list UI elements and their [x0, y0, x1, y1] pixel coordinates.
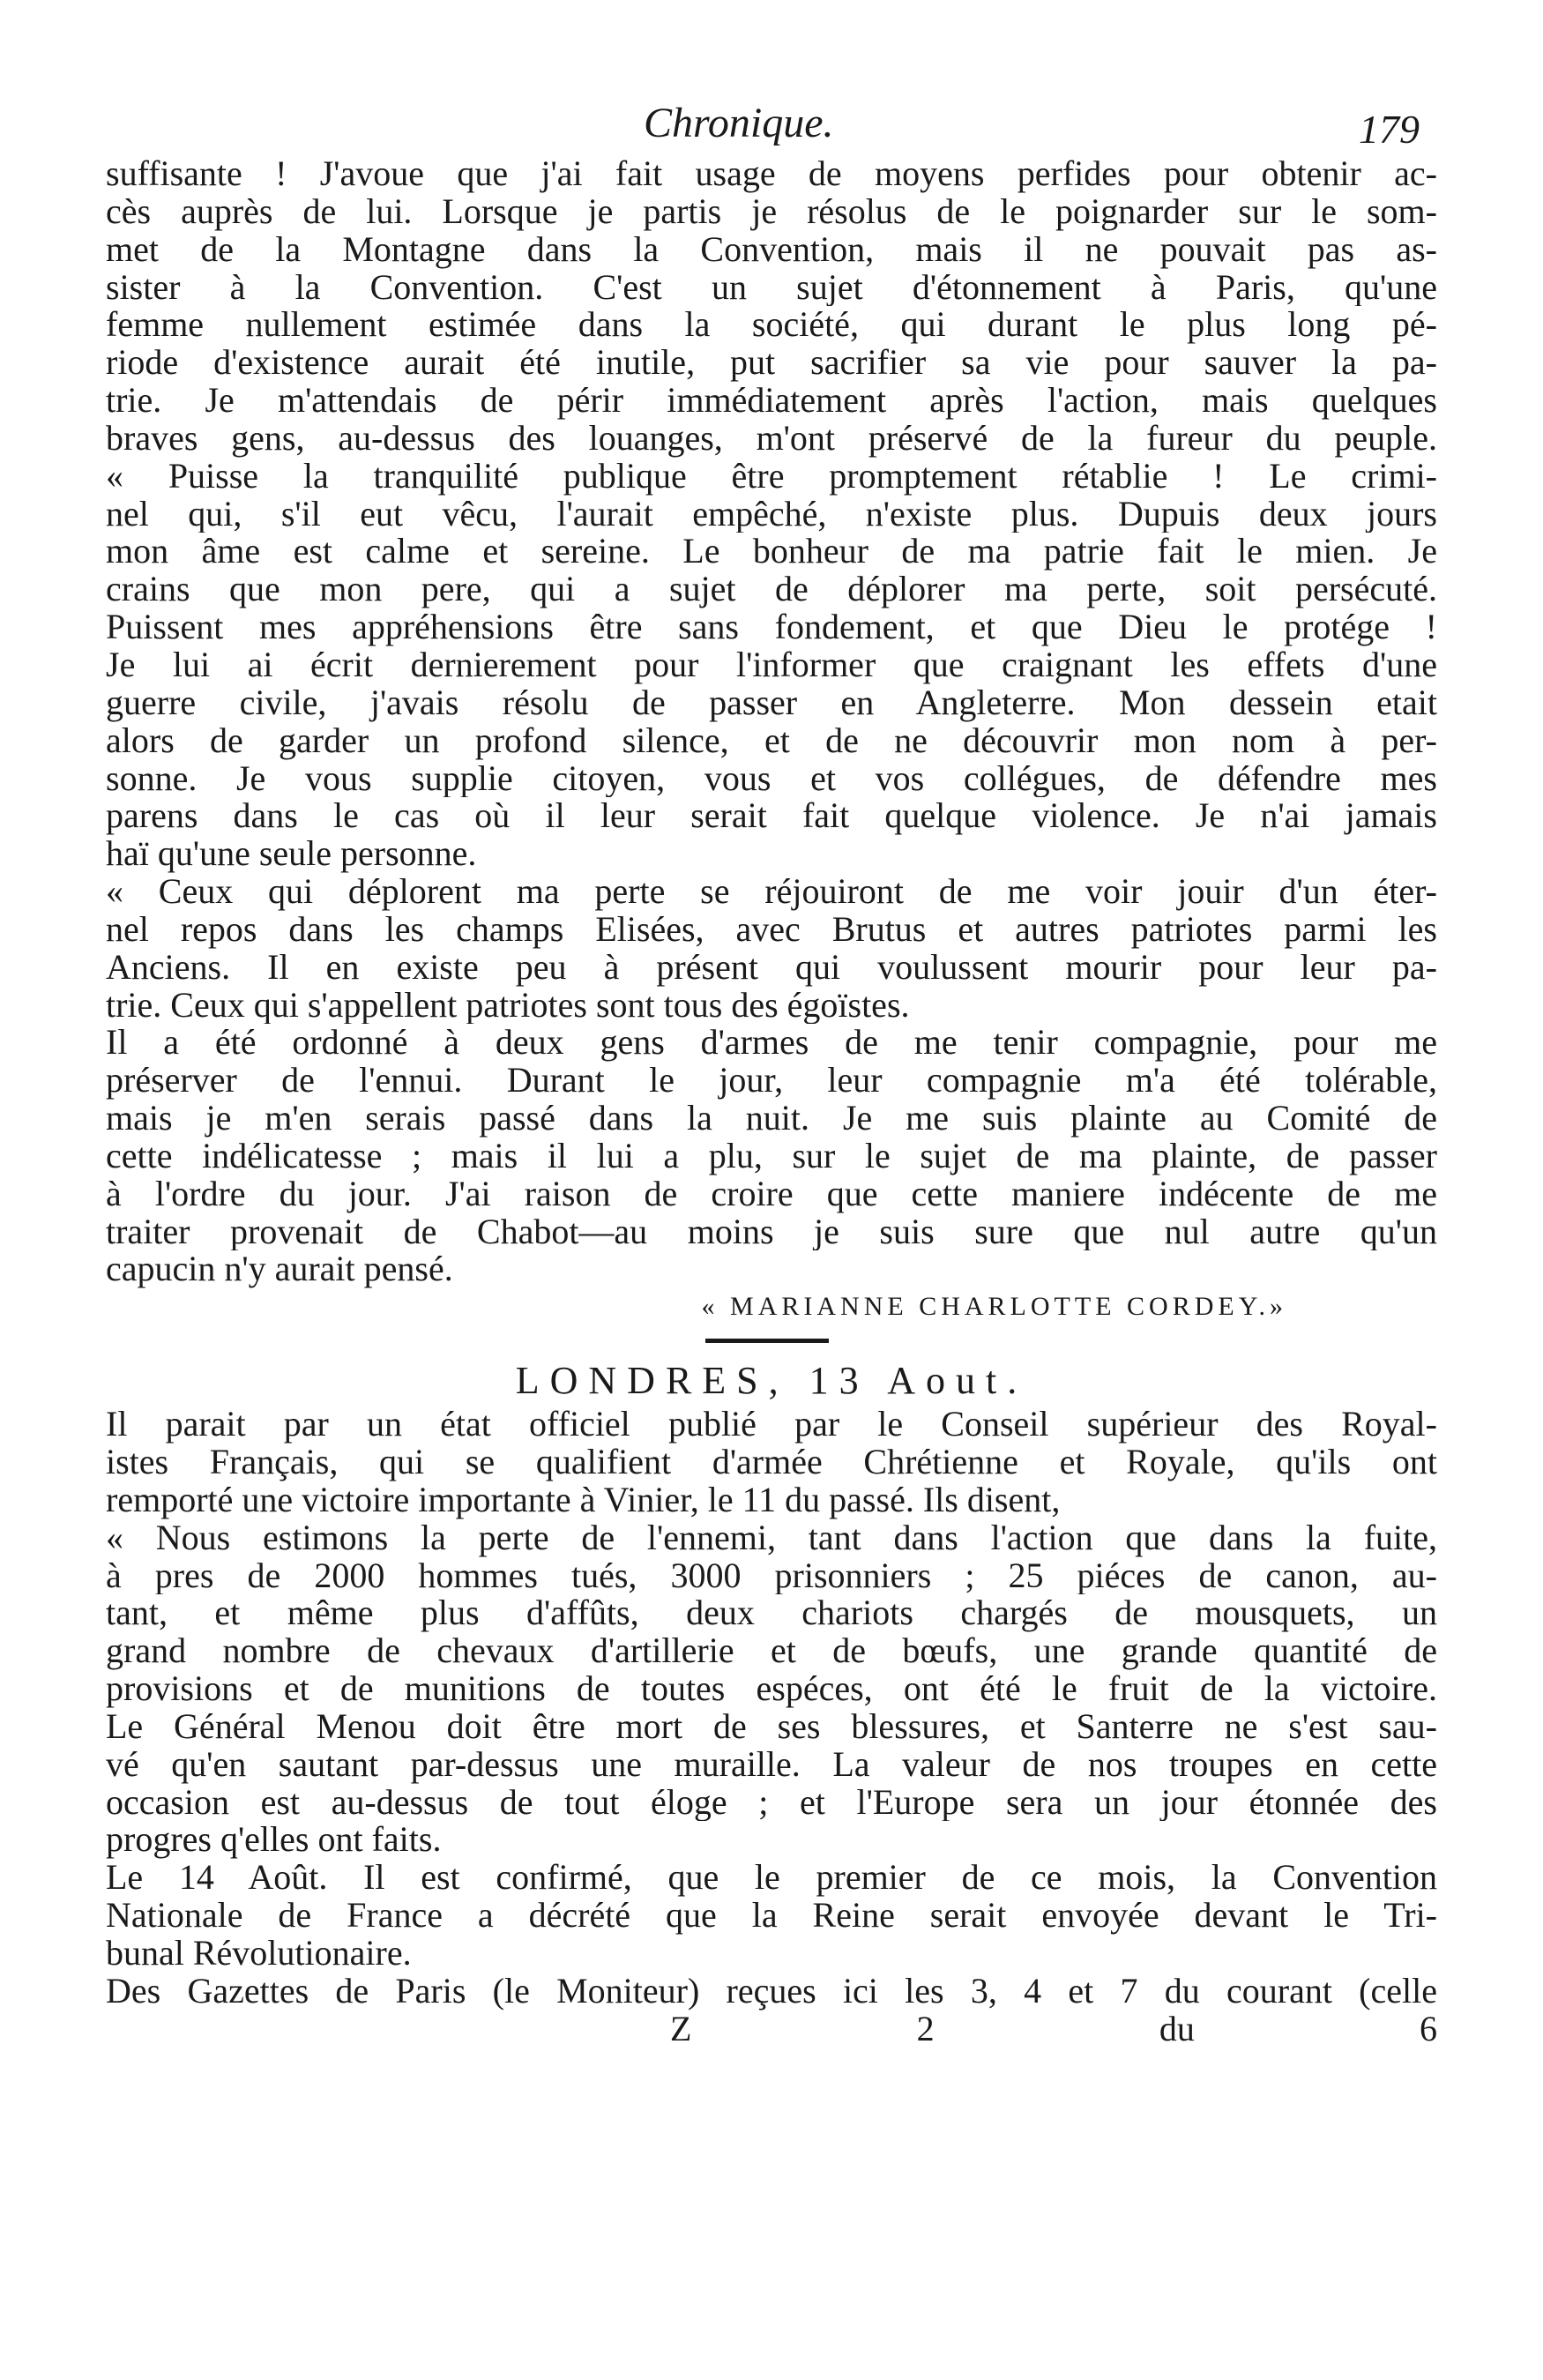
text-line: cès auprès de lui. Lorsque je partis je résolus de le poignarder sur le som-	[106, 192, 1437, 231]
text-line: occasion est au-dessus de tout éloge ; et l'Europe sera un jour étonnée des	[106, 1783, 1437, 1822]
section-rule	[106, 1326, 1437, 1356]
text-line: suffisante ! J'avoue que j'ai fait usage de moyens perfides pour obtenir ac-	[106, 155, 1437, 193]
text-line: « Puisse la tranquilité publique être promptement rétablie ! Le crimi-	[106, 457, 1437, 496]
text-line: « Ceux qui déplorent ma perte se réjouiront de me voir jouir d'un éter-	[106, 873, 1437, 911]
paragraph-report	[106, 1406, 1437, 1519]
running-title: Chronique.	[644, 100, 834, 146]
text-line: riode d'existence aurait été inutile, put sacrifier sa vie pour sauver la pa-	[106, 344, 1437, 383]
text-line: Nationale de France a décrété que la Reine serait envoyée devant le Tri-	[106, 1897, 1437, 1935]
text-line: parens dans le cas où il leur serait fait quelque violence. Je n'ai jamais	[106, 797, 1437, 836]
letter-signature: « MARIANNE CHARLOTTE CORDEY.»	[701, 1292, 1287, 1322]
catchword: du 6	[1159, 2010, 1437, 2048]
signature-mark: Z 2	[670, 2010, 935, 2048]
page-footer	[106, 2011, 1437, 2048]
page-number: 179	[1359, 107, 1420, 152]
text-line: capucin n'y aurait pensé.	[106, 1250, 453, 1289]
paragraph-letter-1	[106, 155, 1437, 873]
text-line: mais je m'en serais passé dans la nuit. Je me suis plainte au Comité de	[106, 1100, 1437, 1138]
text-line: Des Gazettes de Paris (le Moniteur) reçues ici les 3, 4 et 7 du courant (celle	[106, 1972, 1437, 2011]
text-line: cette indélicatesse ; mais il lui a plu, sur le sujet de ma plainte, de passer	[106, 1137, 1437, 1175]
text-line: provisions et de munitions de toutes espéces, ont été le fruit de la victoire.	[106, 1670, 1437, 1708]
text-line: sister à la Convention. C'est un sujet d'étonnement à Paris, qu'une	[106, 268, 1437, 307]
text-line: alors de garder un profond silence, et de ne découvrir mon nom à per-	[106, 721, 1437, 760]
text-line: tant, et même plus d'affûts, deux chariots chargés de mousquets, un	[106, 1594, 1437, 1633]
paragraph-news	[106, 1859, 1437, 2010]
text-line: Le 14 Août. Il est confirmé, que le premier de ce mois, la Convention	[106, 1859, 1437, 1898]
running-head	[0, 99, 1543, 152]
text-line: femme nullement estimée dans la société, qui durant le plus long pé-	[106, 306, 1437, 345]
text-line: istes Français, qui se qualifient d'armée Chrétienne et Royale, qu'ils ont	[106, 1444, 1437, 1481]
text-line: sonne. Je vous supplie citoyen, vous et vos collégues, de défendre mes	[106, 759, 1437, 798]
paragraph-letter-3	[106, 1024, 1437, 1288]
text-line: « Nous estimons la perte de l'ennemi, tant dans l'action que dans la fuite,	[106, 1518, 1437, 1557]
text-line: préserver de l'ennui. Durant le jour, leur compagnie m'a été tolérable,	[106, 1062, 1437, 1100]
text-line: trie. Je m'attendais de périr immédiatement après l'action, mais quelques	[106, 382, 1437, 420]
text-line: grand nombre de chevaux d'artillerie et de bœufs, une grande quantité de	[106, 1632, 1437, 1671]
text-line: nel qui, s'il eut vêcu, l'aurait empêché, n'existe plus. Dupuis deux jours	[106, 495, 1437, 533]
text-line: vé qu'en sautant par-dessus une muraille. La valeur de nos troupes en cette	[106, 1745, 1437, 1784]
text-line: remporté une victoire importante à Vinier, le 11 du passé. Ils disent,	[106, 1481, 1061, 1519]
paragraph-quote	[106, 1519, 1437, 1860]
text-line: Anciens. Il en existe peu à présent qui voulussent mourir pour leur pa-	[106, 948, 1437, 987]
text-line: crains que mon pere, qui a sujet de déplorer ma perte, soit persécuté.	[106, 571, 1437, 609]
text-line: traiter provenait de Chabot—au moins je suis sure que nul autre qu'un	[106, 1212, 1437, 1251]
text-line: bunal Révolutionaire.	[106, 1934, 412, 1973]
text-line: haï qu'une seule personne.	[106, 835, 477, 874]
text-line: guerre civile, j'avais résolu de passer en Angleterre. Mon dessein etait	[106, 683, 1437, 722]
text-line: trie. Ceux qui s'appellent patriotes sont tous des égoïstes.	[106, 986, 910, 1025]
text-line: à l'ordre du jour. J'ai raison de croire que cette maniere indécente de me	[106, 1175, 1437, 1213]
text-line: Puissent mes appréhensions être sans fondement, et que Dieu le protége !	[106, 608, 1437, 646]
dateline: LONDRES, 13 Aout.	[515, 1359, 1028, 1403]
text-line: à pres de 2000 hommes tués, 3000 prisonniers ; 25 piéces de canon, au-	[106, 1556, 1437, 1595]
paragraph-letter-2	[106, 873, 1437, 1024]
text-line: mon âme est calme et sereine. Le bonheur de ma patrie fait le mien. Je	[106, 533, 1437, 571]
text-line: braves gens, au-dessus des louanges, m'ont préservé de la fureur du peuple.	[106, 419, 1437, 458]
text-line: met de la Montagne dans la Convention, mais il ne pouvait pas as-	[106, 230, 1437, 269]
text-line: Je lui ai écrit dernierement pour l'informer que craignant les effets d'une	[106, 645, 1437, 684]
text-line: progres q'elles ont faits.	[106, 1821, 442, 1860]
text-line: Il parait par un état officiel publié par le Conseil supérieur des Royal-	[106, 1406, 1437, 1444]
text-line: nel repos dans les champs Elisées, avec Brutus et autres patriotes parmi les	[106, 910, 1437, 949]
text-line: Il a été ordonné à deux gens d'armes de me tenir compagnie, pour me	[106, 1024, 1437, 1063]
text-line: Le Général Menou doit être mort de ses blessures, et Santerre ne s'est sau-	[106, 1707, 1437, 1746]
article-body	[106, 155, 1437, 2048]
